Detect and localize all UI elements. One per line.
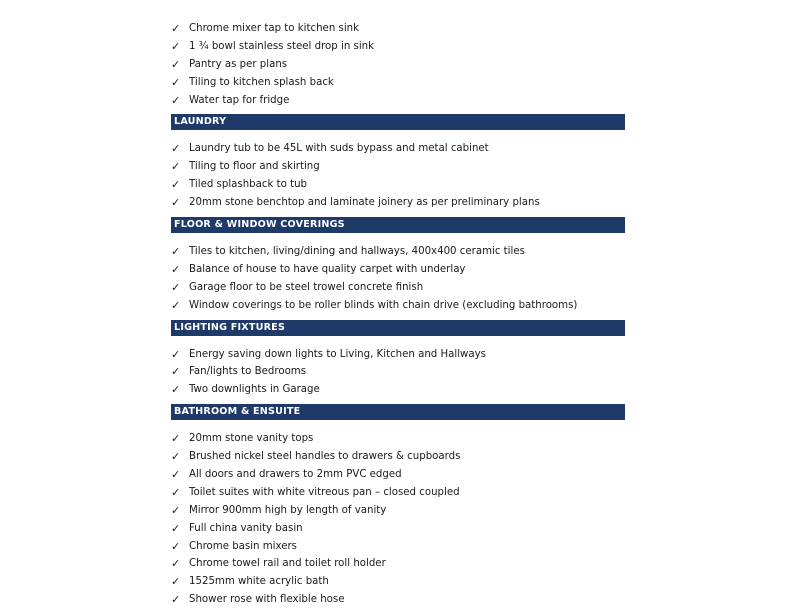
list-item-text: Balance of house to have quality carpet with underlay — [189, 263, 466, 275]
list-item — [171, 448, 625, 466]
check-icon: ✓ — [171, 22, 181, 35]
list-item — [171, 430, 625, 448]
list-item-text: Two downlights in Garage — [189, 384, 320, 396]
list-item-text: Window coverings to be roller blinds with chain drive (excluding bathrooms) — [189, 299, 578, 311]
list-item — [171, 297, 625, 315]
list-item — [171, 194, 625, 212]
list-item-text: Chrome towel rail and toilet roll holder — [189, 558, 386, 570]
list-item-text: Brushed nickel steel handles to drawers & cupboards — [189, 451, 461, 463]
list-item-text: Tiled splashback to tub — [189, 179, 307, 191]
check-icon: ✓ — [171, 539, 181, 553]
list-item-text: Shower rose with flexible hose — [189, 594, 345, 606]
list-item-text: Energy saving down lights to Living, Kitchen and Hallways — [189, 348, 486, 360]
list-item — [171, 38, 625, 56]
list-item-text: 20mm stone benchtop and laminate joinery as per preliminary plans — [189, 197, 540, 209]
list-item — [171, 363, 625, 381]
list-item — [171, 573, 625, 591]
list-item-text: Full china vanity basin — [189, 522, 303, 534]
list-item-text: Chrome mixer tap to kitchen sink — [189, 23, 360, 34]
list-item — [171, 279, 625, 297]
list-item — [171, 243, 625, 261]
lighting-list — [171, 346, 625, 400]
inclusions-sheet — [171, 20, 625, 609]
list-item — [171, 538, 625, 556]
list-item — [171, 56, 625, 74]
list-item — [171, 158, 625, 176]
list-item — [171, 466, 625, 484]
list-item — [171, 520, 625, 538]
list-item-text: Water tap for fridge — [189, 94, 290, 106]
list-item-text: All doors and drawers to 2mm PVC edged — [189, 469, 402, 481]
check-icon: ✓ — [171, 280, 181, 294]
check-icon: ✓ — [171, 593, 181, 607]
section-header-bathroom: BATHROOM & ENSUITE — [171, 404, 625, 420]
list-item — [171, 261, 625, 279]
list-item-text: Laundry tub to be 45L with suds bypass and metal cabinet — [189, 143, 489, 155]
bathroom-list — [171, 430, 625, 609]
list-item-text: Garage floor to be steel trowel concrete finish — [189, 281, 424, 293]
list-item — [171, 591, 625, 609]
check-icon: ✓ — [171, 468, 181, 482]
check-icon: ✓ — [171, 365, 181, 379]
check-icon: ✓ — [171, 160, 181, 174]
check-icon: ✓ — [171, 57, 181, 71]
list-item — [171, 484, 625, 502]
check-icon: ✓ — [171, 93, 181, 107]
list-item — [171, 74, 625, 92]
check-icon: ✓ — [171, 450, 181, 464]
check-icon: ✓ — [171, 298, 181, 312]
check-icon: ✓ — [171, 383, 181, 397]
check-icon: ✓ — [171, 178, 181, 192]
check-icon: ✓ — [171, 557, 181, 571]
check-icon: ✓ — [171, 142, 181, 156]
section-header-floor-window: FLOOR & WINDOW COVERINGS — [171, 217, 625, 233]
list-item — [171, 346, 625, 364]
list-item-text: Toilet suites with white vitreous pan – closed coupled — [189, 486, 460, 498]
list-item — [171, 20, 625, 38]
check-icon: ✓ — [171, 39, 181, 53]
list-item-text: Tiling to kitchen splash back — [189, 76, 334, 88]
floor-window-list — [171, 243, 625, 315]
list-item-text: Mirror 900mm high by length of vanity — [189, 504, 387, 516]
list-item — [171, 92, 625, 110]
section-header-laundry: LAUNDRY — [171, 114, 625, 130]
list-item-text: 1525mm white acrylic bath — [189, 576, 329, 588]
list-item-text: 1 ¾ bowl stainless steel drop in sink — [189, 40, 375, 52]
list-item — [171, 555, 625, 573]
kitchen-list — [171, 20, 625, 109]
check-icon: ✓ — [171, 245, 181, 259]
check-icon: ✓ — [171, 196, 181, 210]
section-header-lighting: LIGHTING FIXTURES — [171, 320, 625, 336]
check-icon: ✓ — [171, 485, 181, 499]
list-item-text: 20mm stone vanity tops — [189, 433, 314, 445]
check-icon: ✓ — [171, 347, 181, 361]
list-item-text: Fan/lights to Bedrooms — [189, 366, 307, 378]
list-item-text: Tiling to floor and skirting — [189, 161, 320, 173]
check-icon: ✓ — [171, 575, 181, 589]
list-item — [171, 381, 625, 399]
check-icon: ✓ — [171, 503, 181, 517]
list-item — [171, 502, 625, 520]
list-item-text: Tiles to kitchen, living/dining and hallways, 400x400 ceramic tiles — [189, 246, 525, 258]
check-icon: ✓ — [171, 521, 181, 535]
check-icon: ✓ — [171, 432, 181, 446]
check-icon: ✓ — [171, 262, 181, 276]
list-item-text: Chrome basin mixers — [189, 540, 297, 552]
list-item — [171, 176, 625, 194]
laundry-list — [171, 140, 625, 212]
list-item — [171, 140, 625, 158]
check-icon: ✓ — [171, 75, 181, 89]
list-item-text: Pantry as per plans — [189, 58, 288, 70]
